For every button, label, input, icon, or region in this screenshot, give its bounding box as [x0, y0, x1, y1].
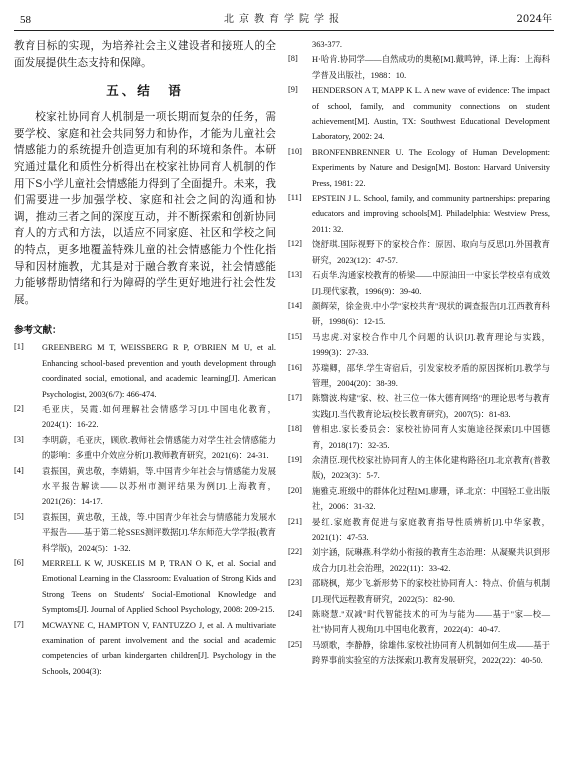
- reference-number: [1]: [14, 342, 24, 352]
- references-list-right: [288, 52, 550, 668]
- reference-item: [288, 484, 550, 515]
- reference-item: [288, 299, 550, 330]
- reference-text: 晏红.家庭教育促进与家庭教育指导性质辨析[J].中华家教，2021(1)：47-53.: [312, 517, 550, 542]
- reference-number: [23]: [288, 578, 302, 588]
- reference-text: 毛亚庆，吴霞.如何理解社会情感学习[J].中国电化教育，2024(1)：16-22.: [42, 404, 276, 430]
- reference-number: [3]: [14, 434, 24, 444]
- header-rule: [14, 30, 554, 31]
- reference-number: [15]: [288, 331, 302, 341]
- reference-text: MERRELL K W, JUSKELIS M P, TRAN O K, et al. Social and Emotional Learning in the Classroom: Evaluation of Strong Kids and Strong Teens on Students' Social-Emotional Knowledge and Symptoms[J]. Journal of Applied School Psychology, 2008: 209-215.: [42, 559, 276, 615]
- reference-text: GREENBERG M T, WEISSBERG R P, O'BRIEN M U, et al. Enhancing school-based prevention and youth development through coordinated social, emotional, and academic learning[J]. American Psychologist, 2003(6/7): 466-474.: [42, 343, 276, 399]
- reference-text: 马颂歌，李静静，徐雄伟.家校社协同育人机制如何生成——基于跨界事前实验室的方法探索[J].教育发展研究，2022(22)：40-50.: [312, 640, 550, 666]
- reference-number: [8]: [288, 54, 298, 64]
- reference-number: [9]: [288, 85, 298, 95]
- reference-number: [13]: [288, 270, 302, 280]
- reference-text: 马忠虎.对家校合作中几个问题的认识[J].教育理论与实践，1999(3)：27-33.: [312, 332, 550, 358]
- reference-item: [288, 515, 550, 546]
- reference-item: [288, 576, 550, 607]
- reference-item: [288, 83, 550, 145]
- reference-item: [14, 618, 276, 680]
- reference-item: [288, 52, 550, 83]
- reference-text: 邵晓枫，郑少飞.新形势下的家校社协同育人：特点、价值与机制[J].现代远程教育研究，2022(5)：82-90.: [312, 579, 550, 604]
- issue-year: 2024年: [516, 14, 552, 25]
- reference-number: [7]: [14, 619, 24, 629]
- reference-item: [14, 340, 276, 402]
- reference-item: [14, 464, 276, 510]
- reference-item: [14, 402, 276, 433]
- conclusion-paragraph: 校家社协同育人机制是一项长期而复杂的任务，需要学校、家庭和社会共同努力和协作，才能为儿童社会情感能力的系统提升创造更加有利的环境和条件。本研究通过量化和质性分析得出在校家社协同育人机制的作用下S小学儿童社会情感能力得到了全面提升。未来，我们需要进一步加强学校、家庭和社会之间的沟通和协调，推动三者之间的深度互动，并不断探索和创新协同育人的方式和方法，以适应不同家庭、社区和学校之间的特点，更多地覆盖特殊儿童的社会情感能力个性化指导和因材施教，尤其是对于融合教育来说，社会情感能力能够帮助情绪和行为障碍的学生更好地进行社会性发展。: [14, 111, 276, 306]
- reference-number: [11]: [288, 193, 302, 203]
- reference-text: 曾相忠.家长委员会：家校社协同育人实施途径探索[J].中国德育，2018(17)：32-35.: [312, 425, 550, 450]
- reference-number: [21]: [288, 516, 302, 526]
- reference-text: 施雅克.班级中的群体化过程[M].廖珊，译.北京：中国轻工业出版社，2006：31-32.: [312, 486, 550, 512]
- reference-continuation: 363-377.: [312, 40, 343, 49]
- reference-number: [12]: [288, 239, 302, 249]
- reference-item: [288, 422, 550, 453]
- reference-item: [288, 638, 550, 669]
- reference-text: HENDERSON A T, MAPP K L. A new wave of evidence: The impact of school, family, and community connections on student achievement[M]. Austin, TX: Southwest Educational Development Laboratory, 2002: 24.: [312, 86, 550, 142]
- reference-number: [20]: [288, 485, 302, 495]
- reference-item: [288, 361, 550, 392]
- reference-text: 袁振国，黄忠敬，李婧娟，等.中国青少年社会与情感能力发展水平报告解读——以苏州市测评结果为例[J].上海教育，2021(26)：14-17.: [42, 466, 276, 507]
- reference-item: [288, 391, 550, 422]
- reference-number: [17]: [288, 393, 302, 403]
- reference-number: [10]: [288, 146, 302, 156]
- reference-number: [6]: [14, 558, 24, 567]
- reference-number: [25]: [288, 639, 302, 649]
- reference-number: [22]: [288, 547, 302, 557]
- section-title: 五、结 语: [106, 83, 184, 99]
- reference-text: 石贞华.沟通家校教育的桥梁——中原油田一中家长学校卓有成效[J].现代家教，1996(9)：39-40.: [312, 271, 550, 296]
- reference-text: 苏瑞卿，邵华.学生寄宿后，引发家校矛盾的原因探析[J].教学与管理，2004(20)：38-39.: [312, 363, 550, 388]
- reference-number: [19]: [288, 454, 302, 464]
- reference-text: 袁振国，黄忠敬，王战，等.中国青少年社会与情感能力发展水平报告——基于第二轮SSES测评数据[J].华东师范大学学报(教育科学版)，2024(5)：1-32.: [42, 512, 276, 553]
- intro-text: 教育目标的实现，为培养社会主义建设者和接班人的全面发展提供生态支持和保障。: [14, 40, 276, 69]
- reference-text: BRONFENBRENNER U. The Ecology of Human Development: Experiments by Nature and Design[M]. Boston: Harvard University Press, 1981: 22.: [312, 147, 550, 188]
- reference-number: [16]: [288, 362, 302, 372]
- reference-item: [14, 433, 276, 464]
- reference-text: 刘宇涵，阮琳燕.科学幼小衔接的教育生态治理：从凝聚共识到形成合力[J].社会治理，2022(11)：33-42.: [312, 548, 550, 573]
- reference-number: [18]: [288, 424, 302, 434]
- reference-number: [24]: [288, 609, 302, 619]
- reference-item: [288, 145, 550, 191]
- reference-item: [288, 330, 550, 361]
- reference-number: [5]: [14, 511, 24, 521]
- references-heading: 参考文献：: [14, 325, 62, 337]
- reference-text: 余清臣.现代校家社协同育人的主体化建构路径[J].北京教育(普教版)，2023(3)：5-7.: [312, 455, 550, 481]
- left-column: [14, 38, 276, 679]
- reference-text: EPSTEIN J L. School, family, and community partnerships: preparing educators and improving schools[M]. Philadelphia: Westview Press, 2011: 32.: [312, 194, 550, 234]
- references-list-left: [14, 340, 276, 679]
- reference-text: 饶舒琪.国际视野下的家校合作：原因、取向与反思[J].外国教育研究，2023(12)：47-57.: [312, 240, 550, 265]
- reference-item: [288, 545, 550, 576]
- reference-text: 李明蔚，毛亚庆，顾欣.教师社会情感能力对学生社会情感能力的影响：多重中介效应分析[J].教师教育研究，2021(6)：24-31.: [42, 435, 276, 461]
- reference-item: [288, 268, 550, 299]
- reference-text: 陈翳波.构建"家、校、社三位一体大德育网络"的理论思考与教育实践[J].当代教育论坛(校长教育研究)，2007(5)：81-83.: [312, 394, 550, 419]
- reference-item: [288, 191, 550, 237]
- reference-text: MCWAYNE C, HAMPTON V, FANTUZZO J, et al. A multivariate examination of parent involvement and the social and academic competencies of urban kindergarten children[J]. Psychology in the Schools, 2004(3):: [42, 620, 276, 676]
- reference-number: [2]: [14, 403, 24, 413]
- reference-text: H·哈肯.协同学——自然成功的奥秘[M].戴鸣钟，译.上海：上海科学普及出版社，1988：10.: [312, 55, 550, 80]
- reference-item: [288, 237, 550, 268]
- reference-number: [14]: [288, 300, 302, 310]
- reference-item: [288, 453, 550, 484]
- journal-title: 北京教育学院学报: [224, 14, 344, 25]
- right-column: [288, 38, 550, 669]
- reference-item: [288, 607, 550, 638]
- reference-item: [14, 510, 276, 556]
- reference-number: [4]: [14, 465, 24, 475]
- reference-item: [14, 556, 276, 618]
- reference-text: 陈晓慧."双减"时代智能技术的可为与能为——基于"家—校—社"协同育人视角[J].中国电化教育，2022(4)：40-47.: [312, 610, 550, 635]
- reference-text: 颜辉荣，徐金贵.中小学"家校共育"现状的调查报告[J].江西教育科研，1998(6)：12-15.: [312, 301, 550, 327]
- page-number: 58: [20, 14, 31, 26]
- page-header: [14, 12, 554, 28]
